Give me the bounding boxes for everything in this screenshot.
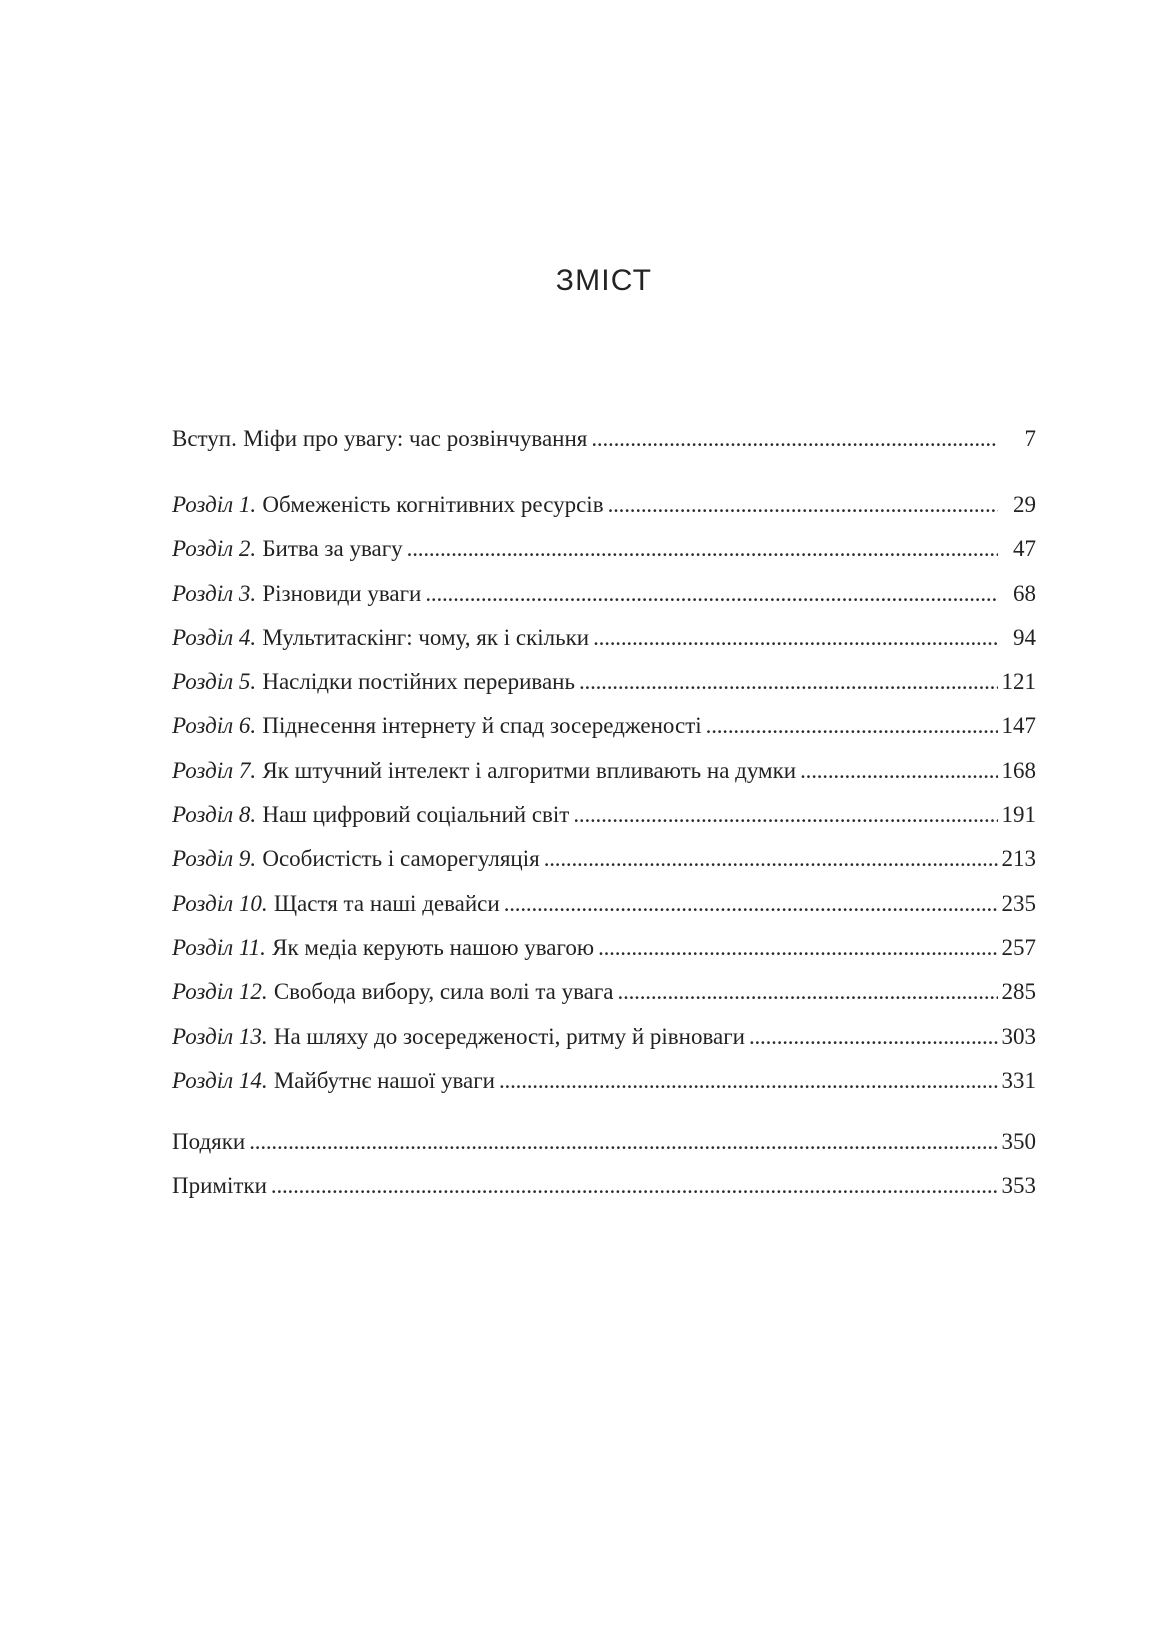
toc-entry <box>172 1015 1036 1059</box>
entry-prefix: Розділ 10. <box>172 890 268 916</box>
toc-entry <box>172 1059 1036 1103</box>
entry-prefix: Розділ 1. <box>172 491 257 517</box>
entry-title: Як штучний інтелект і алгоритми впливають на думки <box>262 757 797 783</box>
dot-leader <box>618 970 998 1014</box>
page-title: ЗМІСТ <box>555 264 653 297</box>
toc-entry <box>172 970 1036 1014</box>
dot-leader <box>579 660 998 704</box>
entry-title: Міфи про увагу: час розвінчування <box>243 426 588 451</box>
toc-entry <box>172 749 1036 793</box>
entry-title: Особистість і саморегуляція <box>262 846 540 872</box>
entry-page-number: 168 <box>1001 757 1036 783</box>
entry-title: Як медіа керують нашою увагою <box>272 934 595 960</box>
dot-leader <box>425 572 998 616</box>
entry-title: Різновиди уваги <box>262 580 422 606</box>
entry-title: Мультитаскінг: чому, як і скільки <box>262 624 590 650</box>
entry-title: Битва за увагу <box>262 536 403 562</box>
entry-title: Наслідки постійних переривань <box>262 669 575 695</box>
entry-prefix: Розділ 6. <box>172 713 257 739</box>
entry-title: Щастя та наші девайси <box>273 890 500 916</box>
dot-leader <box>573 793 998 837</box>
toc-entry <box>172 793 1036 837</box>
entry-page-number: 94 <box>1013 624 1036 650</box>
entry-page-number: 121 <box>1001 669 1036 695</box>
toc-entry <box>172 417 1036 461</box>
dot-leader <box>271 1164 998 1208</box>
entry-prefix: Розділ 4. <box>172 624 257 650</box>
dot-leader <box>608 483 998 527</box>
entry-title: Обмеженість когнітивних ресурсів <box>262 491 604 517</box>
toc-entry <box>172 926 1036 970</box>
entry-title: Наш цифровий соціальний світ <box>262 802 570 828</box>
toc-sections <box>172 417 1036 1208</box>
entry-page-number: 47 <box>1013 536 1036 562</box>
entry-prefix: Розділ 8. <box>172 802 257 828</box>
entry-title: Майбутнє нашої уваги <box>273 1067 495 1093</box>
entry-title: Свобода вибору, сила волі та увага <box>273 979 614 1005</box>
toc-entry <box>172 1164 1036 1208</box>
entry-page-number: 7 <box>1024 426 1036 451</box>
dot-leader <box>598 926 998 970</box>
entry-page-number: 213 <box>1001 846 1036 872</box>
dot-leader <box>407 527 998 571</box>
entry-page-number: 29 <box>1013 491 1036 517</box>
dot-leader <box>749 1015 998 1059</box>
dot-leader <box>800 749 998 793</box>
entry-page-number: 350 <box>1001 1128 1036 1154</box>
entry-prefix: Розділ 13. <box>172 1023 268 1049</box>
toc-entry <box>172 616 1036 660</box>
entry-page-number: 353 <box>1001 1173 1036 1199</box>
entry-prefix: Розділ 2. <box>172 536 257 562</box>
dot-leader <box>706 704 998 748</box>
toc-section-chapters <box>172 483 1036 1103</box>
entry-title: Примітки <box>172 1173 267 1199</box>
entry-page-number: 235 <box>1001 890 1036 916</box>
dot-leader <box>591 417 998 461</box>
entry-title: На шляху до зосередженості, ритму й рівноваги <box>273 1023 745 1049</box>
dot-leader <box>249 1120 998 1164</box>
toc-section-intro <box>172 417 1036 461</box>
toc-entry <box>172 483 1036 527</box>
entry-page-number: 303 <box>1001 1023 1036 1049</box>
entry-prefix: Розділ 5. <box>172 669 257 695</box>
entry-page-number: 147 <box>1001 713 1036 739</box>
entry-prefix: Вступ. <box>172 426 237 451</box>
toc-entry <box>172 1120 1036 1164</box>
toc-entry <box>172 704 1036 748</box>
entry-page-number: 257 <box>1001 934 1036 960</box>
dot-leader <box>593 616 998 660</box>
dot-leader <box>499 1059 998 1103</box>
entry-page-number: 285 <box>1001 979 1036 1005</box>
entry-title: Подяки <box>172 1128 246 1154</box>
toc-entry <box>172 882 1036 926</box>
toc-entry <box>172 527 1036 571</box>
entry-prefix: Розділ 7. <box>172 757 257 783</box>
toc-section-backmatter <box>172 1120 1036 1209</box>
toc-entry <box>172 572 1036 616</box>
entry-page-number: 68 <box>1013 580 1036 606</box>
entry-page-number: 191 <box>1001 802 1036 828</box>
entry-prefix: Розділ 3. <box>172 580 257 606</box>
dot-leader <box>504 882 998 926</box>
entry-page-number: 331 <box>1001 1067 1036 1093</box>
entry-prefix: Розділ 12. <box>172 979 268 1005</box>
entry-prefix: Розділ 14. <box>172 1067 268 1093</box>
entry-title: Піднесення інтернету й спад зосередженості <box>262 713 702 739</box>
toc-entry <box>172 837 1036 881</box>
toc-entry <box>172 660 1036 704</box>
entry-prefix: Розділ 9. <box>172 846 257 872</box>
entry-prefix: Розділ 11. <box>172 934 266 960</box>
dot-leader <box>544 837 998 881</box>
